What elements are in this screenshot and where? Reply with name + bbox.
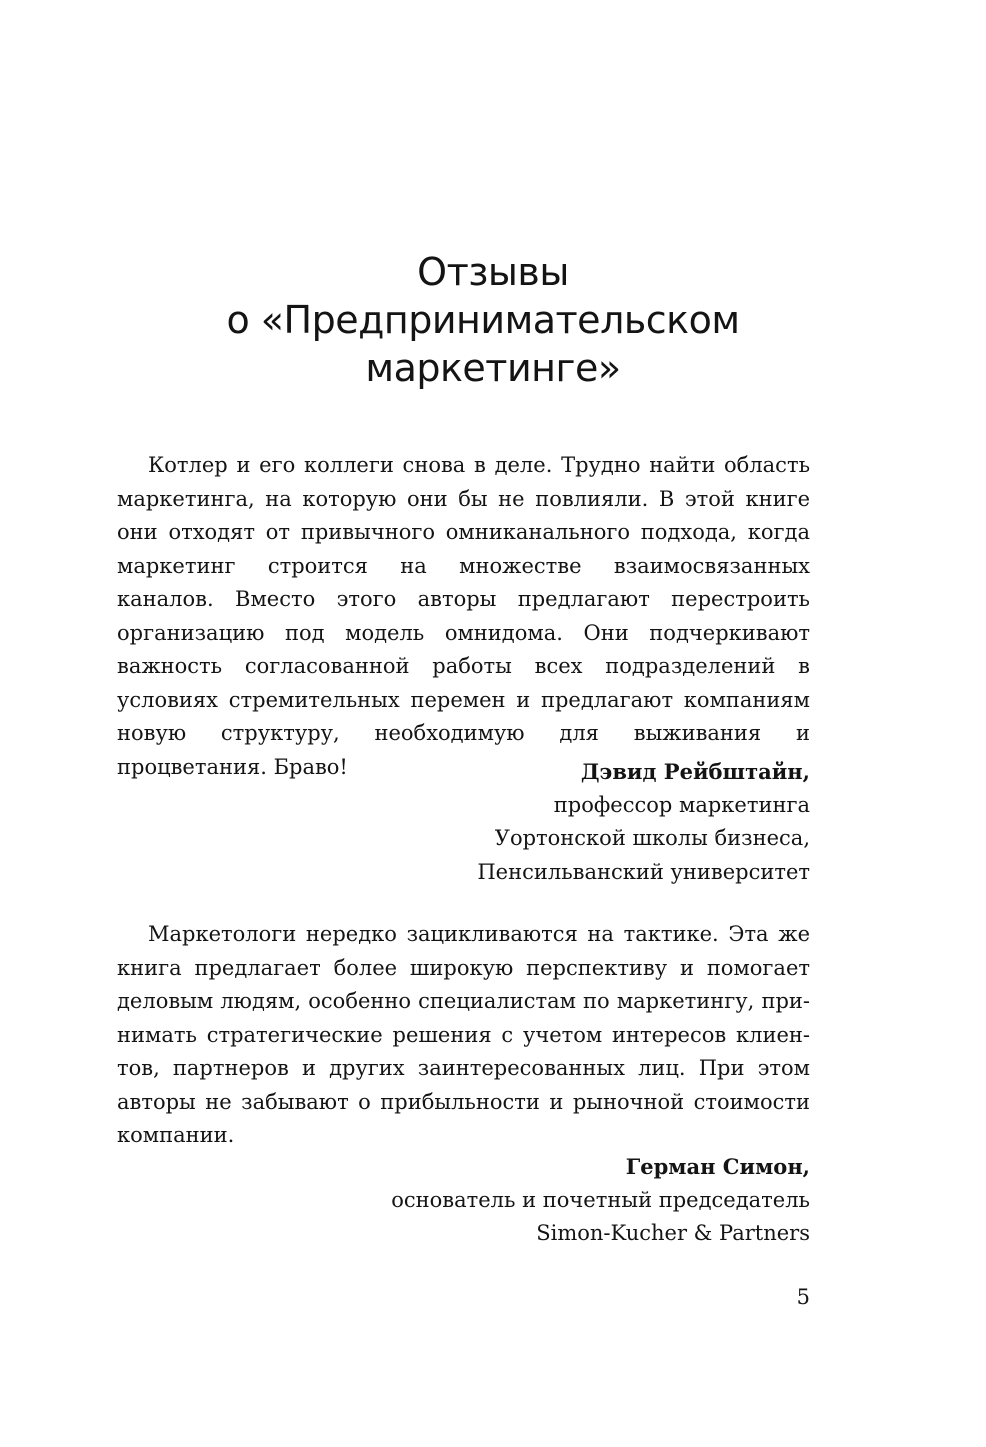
review-2-author: Герман Симон, <box>625 1154 810 1179</box>
page-number: 5 <box>796 1285 810 1309</box>
review-2-position-line: Simon-Kucher & Partners <box>536 1221 810 1245</box>
review-2-position-line: основатель и почетный председатель <box>391 1187 810 1212</box>
title-line-3: маркетинге» <box>365 346 621 390</box>
review-1-position-line: Уортонской школы бизнеса, <box>494 826 810 850</box>
title-line-2: о «Предпринимательском <box>226 298 740 342</box>
review-2-text: Маркетологи нередко зацикливаются на тактике. Эта же книга предлагает более широкую перспективу и помогает деловым людям, особенно специалистам по маркетингу, принимать стратегические решения с учетом интересов клиентов, партнеров и других заинтересованных лиц. При этом авторы не забывают о прибыльности и рыночной стоимости компании. <box>117 922 810 1147</box>
review-2-attribution <box>117 1150 810 1251</box>
review-1 <box>117 449 810 784</box>
page-title <box>0 248 986 392</box>
review-1-author: Дэвид Рейбштайн, <box>580 759 810 784</box>
review-1-attribution <box>117 755 810 889</box>
review-2 <box>117 918 810 1153</box>
review-1-text: Котлер и его коллеги снова в деле. Трудно найти область маркетинга, на которую они бы не повлияли. В этой книге они отходят от привычного омниканального подхода, когда маркетинг строится на множестве взаимосвязанных каналов. Вместо этого авторы предлагают перестроить организацию под модель омнидома. Они подчеркивают важность согласованной работы всех подразделений в условиях стремительных перемен и предлагают компаниям новую структуру, необходимую для выживания и процветания. Браво! <box>117 453 810 779</box>
review-1-position-line: профессор маркетинга <box>553 792 810 817</box>
title-line-1: Отзывы <box>417 250 569 294</box>
review-1-position-line: Пенсильванский университет <box>477 859 810 884</box>
